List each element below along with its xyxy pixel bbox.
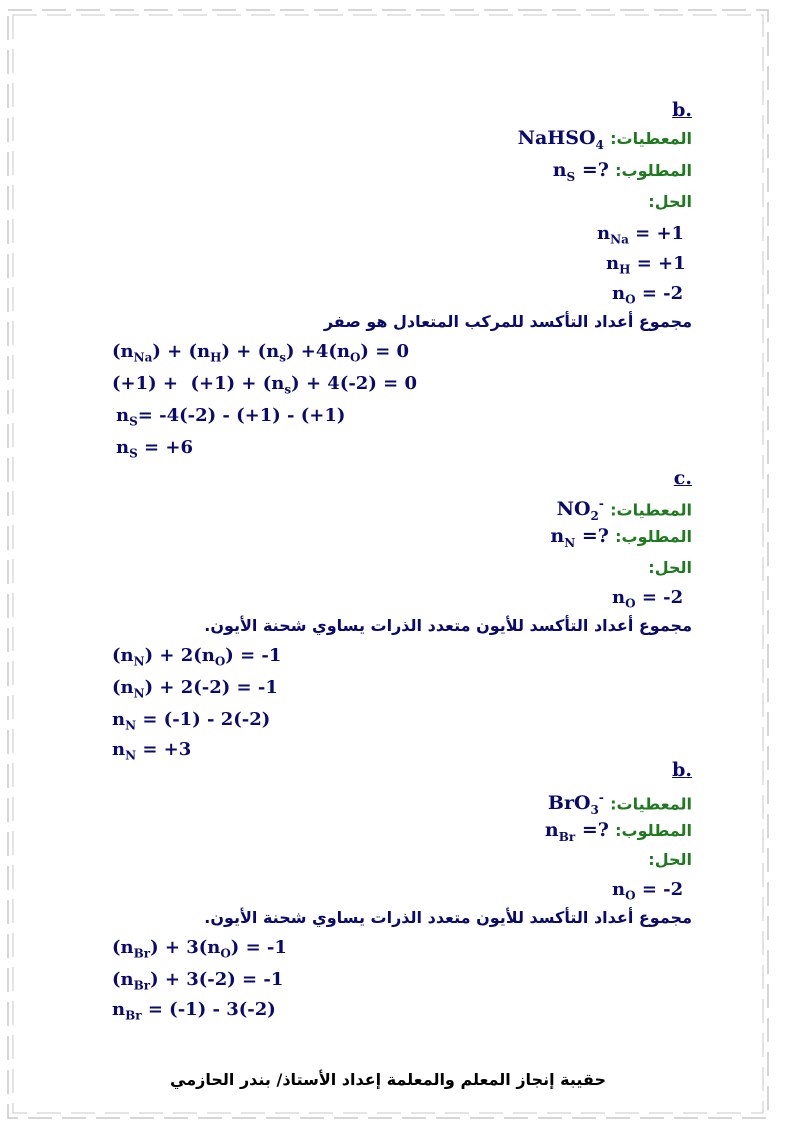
- given-row: [548, 786, 692, 822]
- required-label: المطلوب:: [615, 161, 692, 180]
- given-row: [518, 126, 692, 157]
- required-label: المطلوب:: [615, 821, 692, 840]
- required-value: $n_{Br}$ =?: [544, 819, 609, 844]
- given-label: المعطيات:: [610, 794, 692, 814]
- known-value: $n_O = -2$: [612, 283, 684, 307]
- known-value: $n_{Na} = +1$: [597, 223, 685, 247]
- equation-step: $(n_N) + 2(n_O) = -1$: [112, 645, 282, 669]
- equation-step: $n_N = (-1) - 2(-2)$: [112, 709, 271, 733]
- known-value: $n_O = -2$: [612, 879, 684, 903]
- equation-step: $n_S = +6$: [116, 437, 193, 461]
- equation-step: $n_S= -4(-2) - (+1) - (+1)$: [116, 405, 346, 429]
- known-value: $n_O = -2$: [612, 587, 684, 611]
- rule-text: مجموع أعداد التأكسد للمركب المتعادل هو صفر: [323, 312, 692, 331]
- page-footer: حقيبة إنجاز المعلم والمعلمة إعداد الأستاذ/ بندر الحازمي: [170, 1070, 606, 1089]
- solution-label: الحل:: [648, 850, 692, 869]
- required-value: $n_N$ =?: [550, 525, 609, 550]
- required-value: $n_S$ =?: [552, 159, 609, 184]
- equation-step: $(+1) + (+1) + (n_s) + 4(-2) = 0$: [112, 373, 417, 397]
- given-value: BrO$_3$-: [547, 791, 604, 818]
- solution-label: الحل:: [648, 558, 692, 577]
- equation-step: $n_N = +3$: [112, 739, 192, 763]
- equation-step: $(n_{Na}) + (n_H) + (n_s) +4(n_O) = 0$: [112, 341, 410, 365]
- given-row: [557, 492, 692, 528]
- section-heading: .b: [672, 759, 692, 781]
- rule-text: مجموع أعداد التأكسد للأيون متعدد الذرات يساوي شحنة الأيون.: [204, 908, 692, 927]
- equation-step: $(n_{Br}) + 3(n_O) = -1$: [112, 937, 287, 961]
- equation-step: $(n_N) + 2(-2) = -1$: [112, 677, 278, 701]
- given-value: $NO_2^-$: [556, 497, 604, 524]
- section-heading: .b: [672, 99, 692, 121]
- known-value: $n_H = +1$: [606, 253, 686, 277]
- section-heading: .c: [673, 467, 692, 489]
- required-row: [545, 818, 692, 849]
- given-label: المعطيات:: [610, 129, 692, 148]
- required-row: [553, 158, 692, 189]
- required-row: [550, 524, 692, 555]
- equation-step: $(n_{Br}) + 3(-2) = -1$: [112, 969, 284, 993]
- given-label: المعطيات:: [610, 500, 692, 520]
- equation-step: $n_{Br} = (-1) - 3(-2)$: [112, 999, 276, 1023]
- given-value: NaHSO$_4$: [517, 127, 604, 152]
- required-label: المطلوب:: [615, 527, 692, 546]
- solution-label: الحل:: [648, 192, 692, 211]
- rule-text: مجموع أعداد التأكسد للأيون متعدد الذرات يساوي شحنة الأيون.: [204, 616, 692, 635]
